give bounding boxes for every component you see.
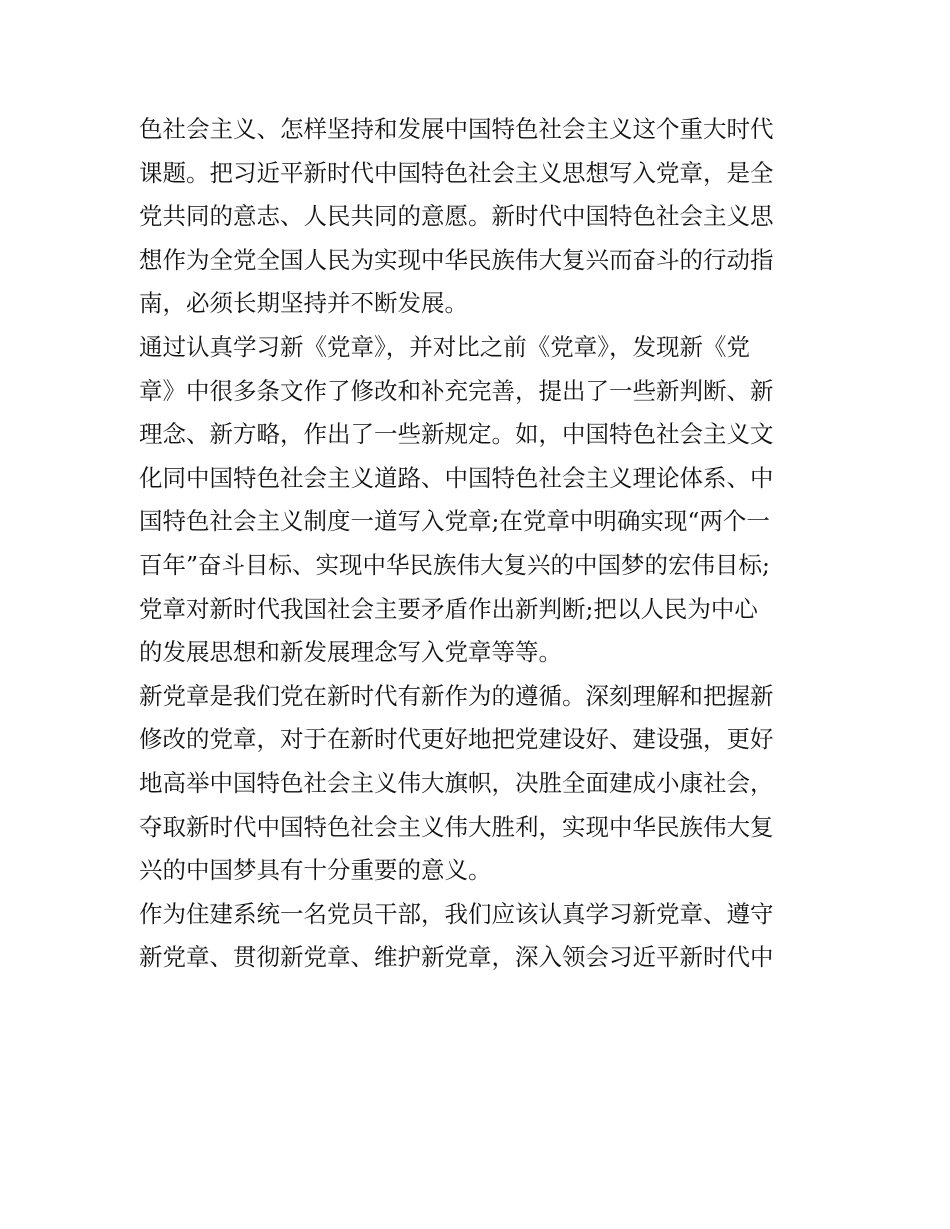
- text-line: 夺取新时代中国特色社会主义伟大胜利，实现中华民族伟大复: [139, 812, 774, 841]
- text-line: 的发展思想和新发展理念写入党章等等。: [139, 638, 562, 667]
- text-line: 新党章、贯彻新党章、维护新党章，深入领会习近平新时代中: [139, 943, 774, 972]
- text-line: 作为住建系统一名党员干部，我们应该认真学习新党章、遵守: [139, 899, 774, 928]
- document-body: [139, 108, 819, 980]
- text-line: 理念、新方略，作出了一些新规定。如，中国特色社会主义文: [139, 420, 774, 449]
- paragraph-1: [139, 108, 819, 326]
- text-line: 想作为全党全国人民为实现中华民族伟大复兴而奋斗的行动指: [139, 245, 774, 274]
- text-line: 国特色社会主义制度一道写入党章;在党章中明确实现“两个一: [139, 507, 770, 536]
- paragraph-3: [139, 675, 819, 893]
- text-line: 南，必须长期坚持并不断发展。: [139, 289, 468, 318]
- text-line: 党章对新时代我国社会主要矛盾作出新判断;把以人民为中心: [139, 594, 758, 623]
- text-line: 百年”奋斗目标、实现中华民族伟大复兴的中国梦的宏伟目标;: [139, 550, 770, 579]
- text-line: 章》中很多条文作了修改和补充完善，提出了一些新判断、新: [139, 376, 774, 405]
- text-line: 地高举中国特色社会主义伟大旗帜，决胜全面建成小康社会，: [139, 768, 774, 797]
- text-line: 色社会主义、怎样坚持和发展中国特色社会主义这个重大时代: [139, 115, 774, 143]
- paragraph-4: [139, 893, 819, 980]
- text-line: 化同中国特色社会主义道路、中国特色社会主义理论体系、中: [139, 463, 774, 492]
- text-line: 修改的党章，对于在新时代更好地把党建设好、建设强，更好: [139, 725, 774, 754]
- text-line: 新党章是我们党在新时代有新作为的遵循。深刻理解和把握新: [139, 681, 774, 710]
- text-line: 通过认真学习新《党章》，并对比之前《党章》，发现新《党: [139, 332, 750, 361]
- text-line: 兴的中国梦具有十分重要的意义。: [139, 856, 492, 885]
- text-line: 党共同的意志、人民共同的意愿。新时代中国特色社会主义思: [139, 202, 774, 231]
- paragraph-2: [139, 326, 819, 675]
- text-line: 课题。把习近平新时代中国特色社会主义思想写入党章，是全: [139, 158, 774, 187]
